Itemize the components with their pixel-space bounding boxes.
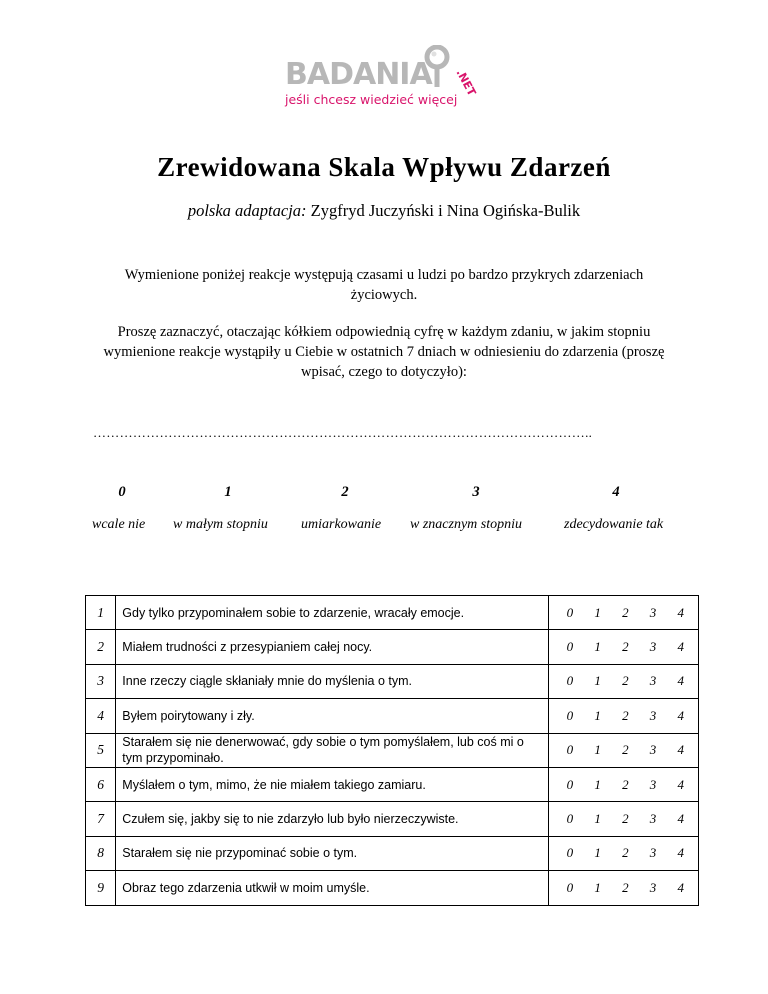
option-4[interactable]: 4 [677,604,684,620]
table-row [86,767,699,801]
table-row [86,664,699,698]
item-number: 9 [86,871,116,905]
logo-net: .NET [453,67,479,99]
table-row [86,699,699,733]
option-4[interactable]: 4 [677,742,684,758]
scale-label-1: w małym stopniu [173,517,268,532]
item-options [548,836,698,870]
option-3[interactable]: 3 [649,707,657,723]
option-0[interactable]: 0 [566,879,574,895]
item-options [548,767,698,801]
item-options [548,802,698,836]
scale-value-1: 1 [224,484,232,500]
option-3[interactable]: 3 [649,811,657,827]
option-2[interactable]: 2 [622,879,629,895]
item-options [548,733,698,767]
item-text: Obraz tego zdarzenia utkwił w moim umyśle. [116,871,548,905]
items-table [85,595,699,906]
option-3[interactable]: 3 [649,673,657,689]
option-4[interactable]: 4 [677,845,684,861]
page-title: Zrewidowana Skala Wpływu Zdarzeń [157,152,611,182]
option-3[interactable]: 3 [649,879,657,895]
option-2[interactable]: 2 [622,673,629,689]
table-row [86,596,699,630]
item-number: 6 [86,767,116,801]
option-0[interactable]: 0 [566,776,574,792]
item-options [548,630,698,664]
scale-label-3: w znacznym stopniu [410,517,522,532]
item-number: 7 [86,802,116,836]
item-text: Starałem się nie denerwować, gdy sobie o tym pomyślałem, lub coś mi o tym przypominało. [116,733,548,767]
option-0[interactable]: 0 [566,845,574,861]
item-number: 3 [86,664,116,698]
option-4[interactable]: 4 [677,879,684,895]
logo-tagline: jeśli chcesz wiedzieć więcej [285,92,458,107]
item-options [548,664,698,698]
option-2[interactable]: 2 [622,742,629,758]
option-1[interactable]: 1 [594,845,601,861]
option-4[interactable]: 4 [677,707,684,723]
item-options [548,596,698,630]
item-number: 2 [86,630,116,664]
option-3[interactable]: 3 [649,845,657,861]
intro-text: Wymienione poniżej reakcje występują czasami u ludzi po bardzo przykrych zdarzeniach życiowych. [124,267,644,303]
option-1[interactable]: 1 [594,707,601,723]
option-1[interactable]: 1 [594,604,601,620]
option-3[interactable]: 3 [649,604,657,620]
logo-wordmark: BADANIA [285,57,432,92]
option-2[interactable]: 2 [622,845,629,861]
option-3[interactable]: 3 [649,742,657,758]
item-number: 4 [86,699,116,733]
option-1[interactable]: 1 [594,811,601,827]
item-text: Inne rzeczy ciągle skłaniały mnie do myślenia o tym. [116,664,548,698]
option-0[interactable]: 0 [566,639,574,655]
option-3[interactable]: 3 [649,776,657,792]
instruction-text: Proszę zaznaczyć, otaczając kółkiem odpowiednią cyfrę w każdym zdaniu, w jakim stopniu wymienione reakcje wystąpiły u Ciebie w ostatnich 7 dniach w odniesieniu do zdarzenia (proszę wpisać, czego to dotyczyło): [103,324,665,380]
magnifier-icon [423,45,451,89]
option-0[interactable]: 0 [566,673,574,689]
option-1[interactable]: 1 [594,742,601,758]
scale-value-4: 4 [612,484,620,500]
option-2[interactable]: 2 [622,639,629,655]
option-1[interactable]: 1 [594,673,601,689]
option-1[interactable]: 1 [594,639,601,655]
item-text: Miałem trudności z przesypianiem całej nocy. [116,630,548,664]
option-2[interactable]: 2 [622,604,629,620]
scale-value-0: 0 [118,484,126,500]
option-0[interactable]: 0 [566,811,574,827]
item-options [548,699,698,733]
table-row [86,871,699,905]
subtitle-authors: Zygfryd Juczyński i Nina Ogińska-Bulik [310,201,581,220]
option-4[interactable]: 4 [677,811,684,827]
option-4[interactable]: 4 [677,776,684,792]
option-2[interactable]: 2 [622,811,629,827]
scale-label-4: zdecydowanie tak [564,517,664,532]
option-0[interactable]: 0 [566,707,574,723]
option-0[interactable]: 0 [566,742,574,758]
item-text: Myślałem o tym, mimo, że nie miałem takiego zamiaru. [116,767,548,801]
subtitle-label: polska adaptacja: [187,201,307,220]
item-text: Gdy tylko przypominałem sobie to zdarzenie, wracały emocje. [116,596,548,630]
table-row [86,630,699,664]
item-number: 5 [86,733,116,767]
option-3[interactable]: 3 [649,639,657,655]
option-0[interactable]: 0 [566,604,574,620]
scale-value-2: 2 [341,484,349,500]
option-2[interactable]: 2 [622,707,629,723]
item-options [548,871,698,905]
scale-label-2: umiarkowanie [301,517,382,532]
option-4[interactable]: 4 [677,673,684,689]
item-text: Starałem się nie przypominać sobie o tym. [116,836,548,870]
page-subtitle [0,201,768,221]
table-row [86,733,699,767]
item-number: 1 [86,596,116,630]
event-fill-line[interactable]: ………………………………………………………………………………………………….. [93,425,593,440]
scale-value-3: 3 [472,484,480,500]
table-row [86,802,699,836]
scale-label-0: wcale nie [92,517,146,532]
item-number: 8 [86,836,116,870]
option-4[interactable]: 4 [677,639,684,655]
table-row [86,836,699,870]
item-text: Byłem poirytowany i zły. [116,699,548,733]
item-text: Czułem się, jakby się to nie zdarzyło lub było nierzeczywiste. [116,802,548,836]
option-1[interactable]: 1 [594,879,601,895]
option-1[interactable]: 1 [594,776,601,792]
badania-logo [285,45,485,110]
option-2[interactable]: 2 [622,776,629,792]
